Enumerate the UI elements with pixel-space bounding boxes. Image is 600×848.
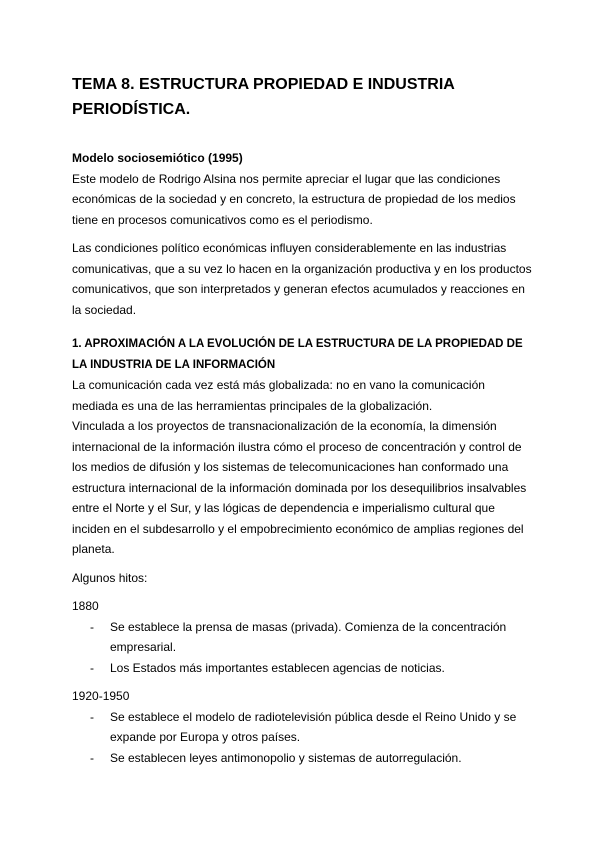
list-item xyxy=(72,658,532,679)
page-title: TEMA 8. ESTRUCTURA PROPIEDAD E INDUSTRIA PERIODÍSTICA. xyxy=(72,76,455,118)
dash-bullet-icon: - xyxy=(90,660,94,675)
period-list xyxy=(72,707,532,769)
list-item xyxy=(72,707,532,748)
period-year: 1880 xyxy=(72,599,99,613)
dash-bullet-icon: - xyxy=(90,709,94,724)
milestones-intro: Algunos hitos: xyxy=(72,570,148,585)
dash-bullet-icon: - xyxy=(90,619,94,634)
section-1-paragraph-1: La comunicación cada vez está más globalizada: no en vano la comunicación mediada es una de las herramientas principales de la globalización. xyxy=(72,378,485,413)
list-item-text: Los Estados más importantes establecen agencias de noticias. xyxy=(110,660,445,675)
dash-bullet-icon: - xyxy=(90,750,94,765)
list-item-text: Se establece la prensa de masas (privada). Comienza de la concentración empresarial. xyxy=(110,619,507,654)
document-body xyxy=(72,148,532,768)
list-item-text: Se establecen leyes antimonopolio y sistemas de autorregulación. xyxy=(110,750,462,765)
list-item xyxy=(72,748,532,769)
period-year: 1920-1950 xyxy=(72,689,130,703)
list-item-text: Se establece el modelo de radiotelevisión pública desde el Reino Unido y se expande por Europa y otros países. xyxy=(110,709,517,744)
model-paragraph-1: Este modelo de Rodrigo Alsina nos permite apreciar el lugar que las condiciones económicas de la sociedad y en concreto, la estructura de propiedad de los medios tiene en procesos comunicativos como es el periodismo. xyxy=(72,171,516,227)
period-list xyxy=(72,617,532,679)
model-paragraph-2: Las condiciones político económicas influyen considerablemente en las industrias comunicativas, que a su vez lo hacen en la organización productiva y en los productos comunicativos, que son interpretados y generan efectos acumulados y reacciones en la sociedad. xyxy=(72,241,532,317)
model-heading: Modelo sociosemiótico (1995) xyxy=(72,151,243,165)
section-1-paragraph-2: Vinculada a los proyectos de transnacionalización de la economía, la dimensión internacional de la información ilustra cómo el proceso de concentración y control de los medios de difusión y los sistemas de telecomunicaciones han conformado una estructura internacional de la información dominada por los desequilibrios insalvables entre el Norte y el Sur, y las lógicas de dependencia e imperialismo cultural que inciden en el subdesarrollo y el empobrecimiento económico de amplias regiones del planeta. xyxy=(72,419,527,556)
list-item xyxy=(72,617,532,658)
section-1-heading: 1. APROXIMACIÓN A LA EVOLUCIÓN DE LA ESTRUCTURA DE LA PROPIEDAD DE LA INDUSTRIA DE LA INFORMACIÓN xyxy=(72,338,523,371)
